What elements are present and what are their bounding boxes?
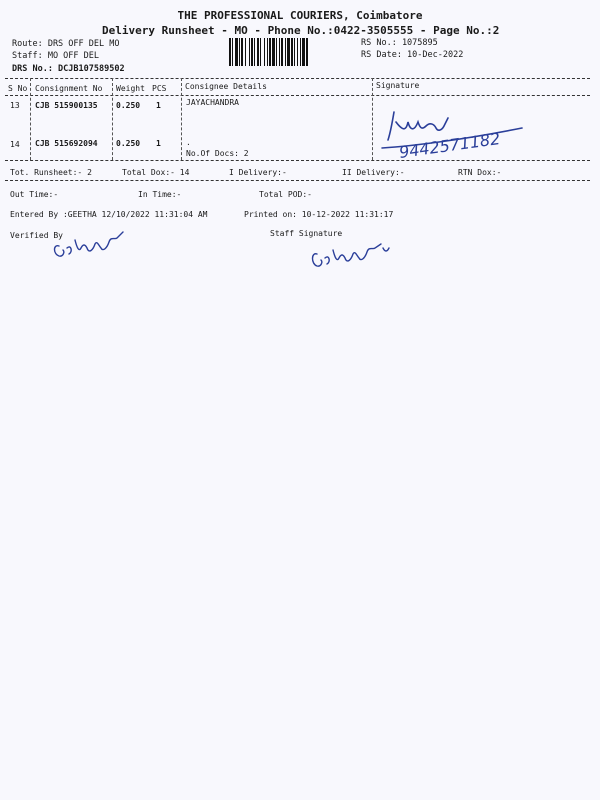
- row-14-no-of-docs: No.Of Docs: 2: [186, 149, 249, 158]
- total-dox: Total Dox:- 14: [122, 168, 190, 177]
- verified-by-signature: [45, 222, 135, 262]
- entered-by: Entered By :GEETHA 12/10/2022 11:31:04 AM: [10, 210, 208, 219]
- drs-number: DRS No.: DCJB107589502: [12, 64, 125, 74]
- col-header-sno: S No: [8, 84, 28, 93]
- row-13-pcs: 1: [156, 101, 161, 110]
- row-13-consignee: JAYACHANDRA: [186, 98, 239, 107]
- staff-signature: [305, 234, 405, 274]
- row-13-consignment: CJB 515900135: [35, 101, 98, 110]
- route-label: Route: DRS OFF DEL MO: [12, 39, 120, 49]
- col-header-pcs: PCS: [152, 84, 167, 93]
- out-time: Out Time:-: [10, 190, 59, 199]
- signature-phone-number: 9442571182: [397, 128, 502, 162]
- col-header-consignment: Consignment No: [35, 84, 103, 93]
- printed-on: Printed on: 10-12-2022 11:31:17: [244, 210, 394, 219]
- table-top-rule: [5, 78, 590, 79]
- totals-top-rule: [5, 160, 590, 161]
- total-runsheet: Tot. Runsheet:- 2: [10, 168, 92, 177]
- row-14-sno: 14: [10, 140, 20, 149]
- staff-label: Staff: MO OFF DEL: [12, 51, 99, 61]
- row-14-weight: 0.250: [116, 139, 141, 148]
- runsheet-subtitle: Delivery Runsheet - MO - Phone No.:0422-3505555 - Page No.:2: [102, 24, 500, 37]
- rs-date: RS Date: 10-Dec-2022: [361, 50, 464, 60]
- barcode-bar: [306, 38, 308, 66]
- row-14-consignment: CJB 515692094: [35, 139, 98, 148]
- rtn-dox: RTN Dox:-: [458, 168, 502, 177]
- ii-delivery: II Delivery:-: [342, 168, 405, 177]
- i-delivery: I Delivery:-: [229, 168, 287, 177]
- column-separator: [30, 78, 31, 160]
- row-14-consignee: .: [186, 138, 191, 147]
- verified-by-label: Verified By: [10, 231, 63, 240]
- column-separator: [112, 78, 113, 160]
- staff-signature-label: Staff Signature: [270, 229, 343, 238]
- table-header-rule: [5, 95, 590, 96]
- in-time: In Time:-: [138, 190, 182, 199]
- col-header-consignee: Consignee Details: [185, 82, 267, 91]
- row-13-weight: 0.250: [116, 101, 141, 110]
- col-header-signature: Signature: [376, 81, 420, 90]
- row-14-pcs: 1: [156, 139, 161, 148]
- barcode: [229, 38, 356, 66]
- col-header-weight: Weight: [116, 84, 145, 93]
- row-13-sno: 13: [10, 101, 20, 110]
- column-separator: [181, 78, 182, 160]
- totals-bottom-rule: [5, 180, 590, 181]
- rs-number: RS No.: 1075895: [361, 38, 438, 48]
- company-title: THE PROFESSIONAL COURIERS, Coimbatore: [177, 9, 423, 22]
- total-pod: Total POD:-: [259, 190, 312, 199]
